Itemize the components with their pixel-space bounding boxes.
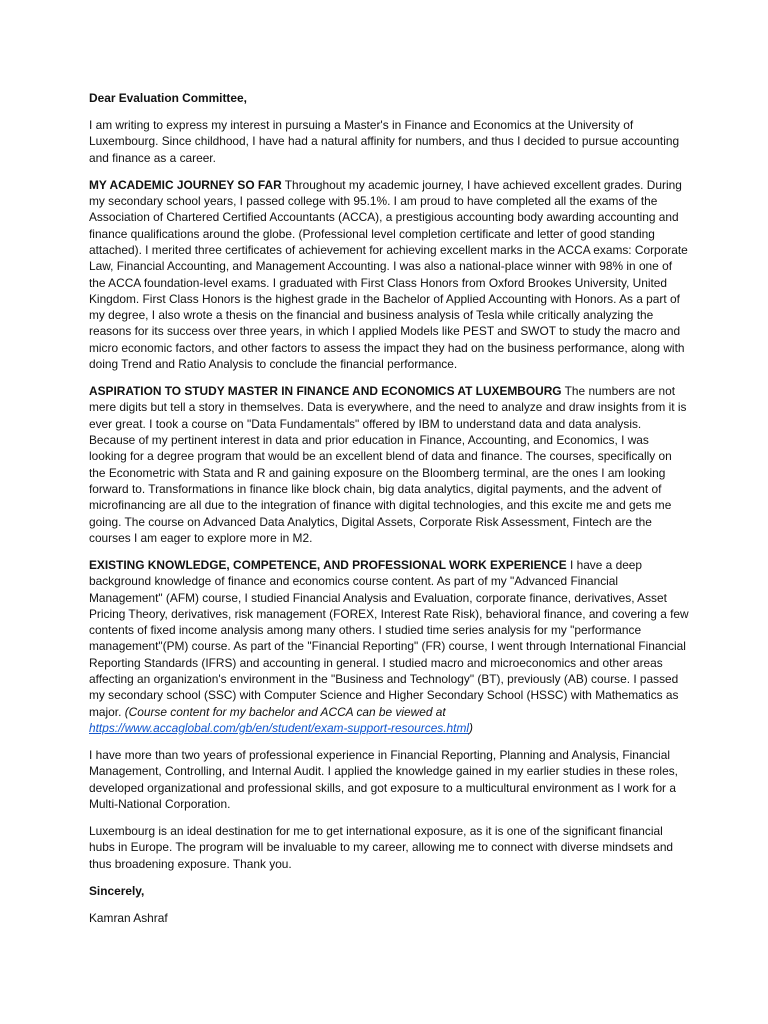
section-aspiration xyxy=(89,383,689,546)
letter-page xyxy=(89,90,689,926)
experience-paragraph: I have more than two years of professional experience in Financial Reporting, Planning and Analysis, Financial Management, Controlling, and Internal Audit. I applied the knowledge gained in my earlier studies in these roles, developed organizational and professional skills, and got exposure to a multicultural environment as I work for a Multi-National Corporation. xyxy=(89,747,678,811)
course-content-note xyxy=(89,705,473,735)
section-body-academic-journey: Throughout my academic journey, I have achieved excellent grades. During my secondary school years, I passed college with 95.1%. I am proud to have completed all the exams of the Association of Chartered Certified Accountants (ACCA), a prestigious accounting body awarding accounting and finance qualifications around the globe. (Professional level completion certificate and letter of good standing attached). I merited three certificates of achievement for achieving excellent marks in the ACCA exams: Corporate Law, Financial Accounting, and Management Accounting. I was also a national-place winner with 98% in one of the ACCA foundation-level exams. I graduated with First Class Honors from Oxford Brookes University, United Kingdom. First Class Honors is the highest grade in the Bachelor of Applied Accounting with Honors. As a part of my degree, I also wrote a thesis on the financial and business analysis of Tesla while critically analyzing the reasons for its success over three years, in which I applied Models like PEST and SWOT to study the macro and micro economic factors, and other factors to assess the impact they had on the business performance, along with doing Trend and Ratio Analysis to conclude the financial performance. xyxy=(89,177,688,372)
section-body-existing-knowledge: I have a deep background knowledge of finance and economics course content. As part of my "Advanced Financial Management" (AFM) course, I studied Financial Analysis and Evaluation, corporate finance, derivatives, Asset Pricing Theory, derivatives, risk management (FOREX, Interest Rate Risk), behavioral finance, and covering a few contents of fixed income analysis among many others. I studied time series analysis for my "performance management"(PM) course. As part of the "Financial Reporting" (FR) course, I went through International Financial Reporting Standards (IFRS) and accounting in general. I studied macro and microeconomics and other areas affecting an organization's environment in the "Business and Technology" (BT), previously (AB) course. I passed my secondary school (SSC) with Computer Science and Higher Secondary School (HSSC) with Mathematics as major. xyxy=(89,557,689,719)
closing: Sincerely, xyxy=(89,883,145,898)
section-heading-academic-journey: MY ACADEMIC JOURNEY SO FAR xyxy=(89,177,282,192)
signature: Kamran Ashraf xyxy=(89,910,168,925)
section-heading-existing-knowledge: EXISTING KNOWLEDGE, COMPETENCE, AND PROFESSIONAL WORK EXPERIENCE xyxy=(89,557,567,572)
course-content-note-prefix: (Course content for my bachelor and ACCA can be viewed at xyxy=(124,704,446,719)
intro-paragraph: I am writing to express my interest in pursuing a Master's in Finance and Economics at the University of Luxembourg. Since childhood, I have had a natural affinity for numbers, and thus I decided to pursue accounting and finance as a career. xyxy=(89,118,680,165)
conclusion-paragraph: Luxembourg is an ideal destination for me to get international exposure, as it is one of the significant financial hubs in Europe. The program will be invaluable to my career, allowing me to connect with diverse mindsets and thus broadening exposure. Thank you. xyxy=(89,823,674,871)
acca-resources-link[interactable]: https://www.accaglobal.com/gb/en/student/exam-support-resources.html xyxy=(89,720,470,735)
course-content-note-suffix: ) xyxy=(469,720,473,735)
section-heading-aspiration: ASPIRATION TO STUDY MASTER IN FINANCE AND ECONOMICS AT LUXEMBOURG xyxy=(89,384,562,399)
section-existing-knowledge xyxy=(89,557,689,736)
section-academic-journey xyxy=(89,177,689,373)
greeting: Dear Evaluation Committee, xyxy=(89,91,247,105)
section-body-aspiration: The numbers are not mere digits but tell a story in themselves. Data is everywhere, and the need to analyze and draw insights from it is ever great. I took a course on "Data Fundamentals" offered by IBM to understand data and data analysis. Because of my pertinent interest in data and prior education in Finance, Accounting, and Economics, I was looking for a degree program that would be an excellent blend of data and finance. The courses, specifically on the Econometric with Stata and R and gaining exposure on the Bloomberg terminal, are the ones I am looking forward to. Transformations in finance like block chain, big data analytics, digital payments, and the advent of microfinancing are all due to the integration of finance with digital technologies, and this excite me and gets me going. The course on Advanced Data Analytics, Digital Assets, Corporate Risk Assessment, Fintech are the courses I am eager to explore more in M2. xyxy=(89,384,687,545)
